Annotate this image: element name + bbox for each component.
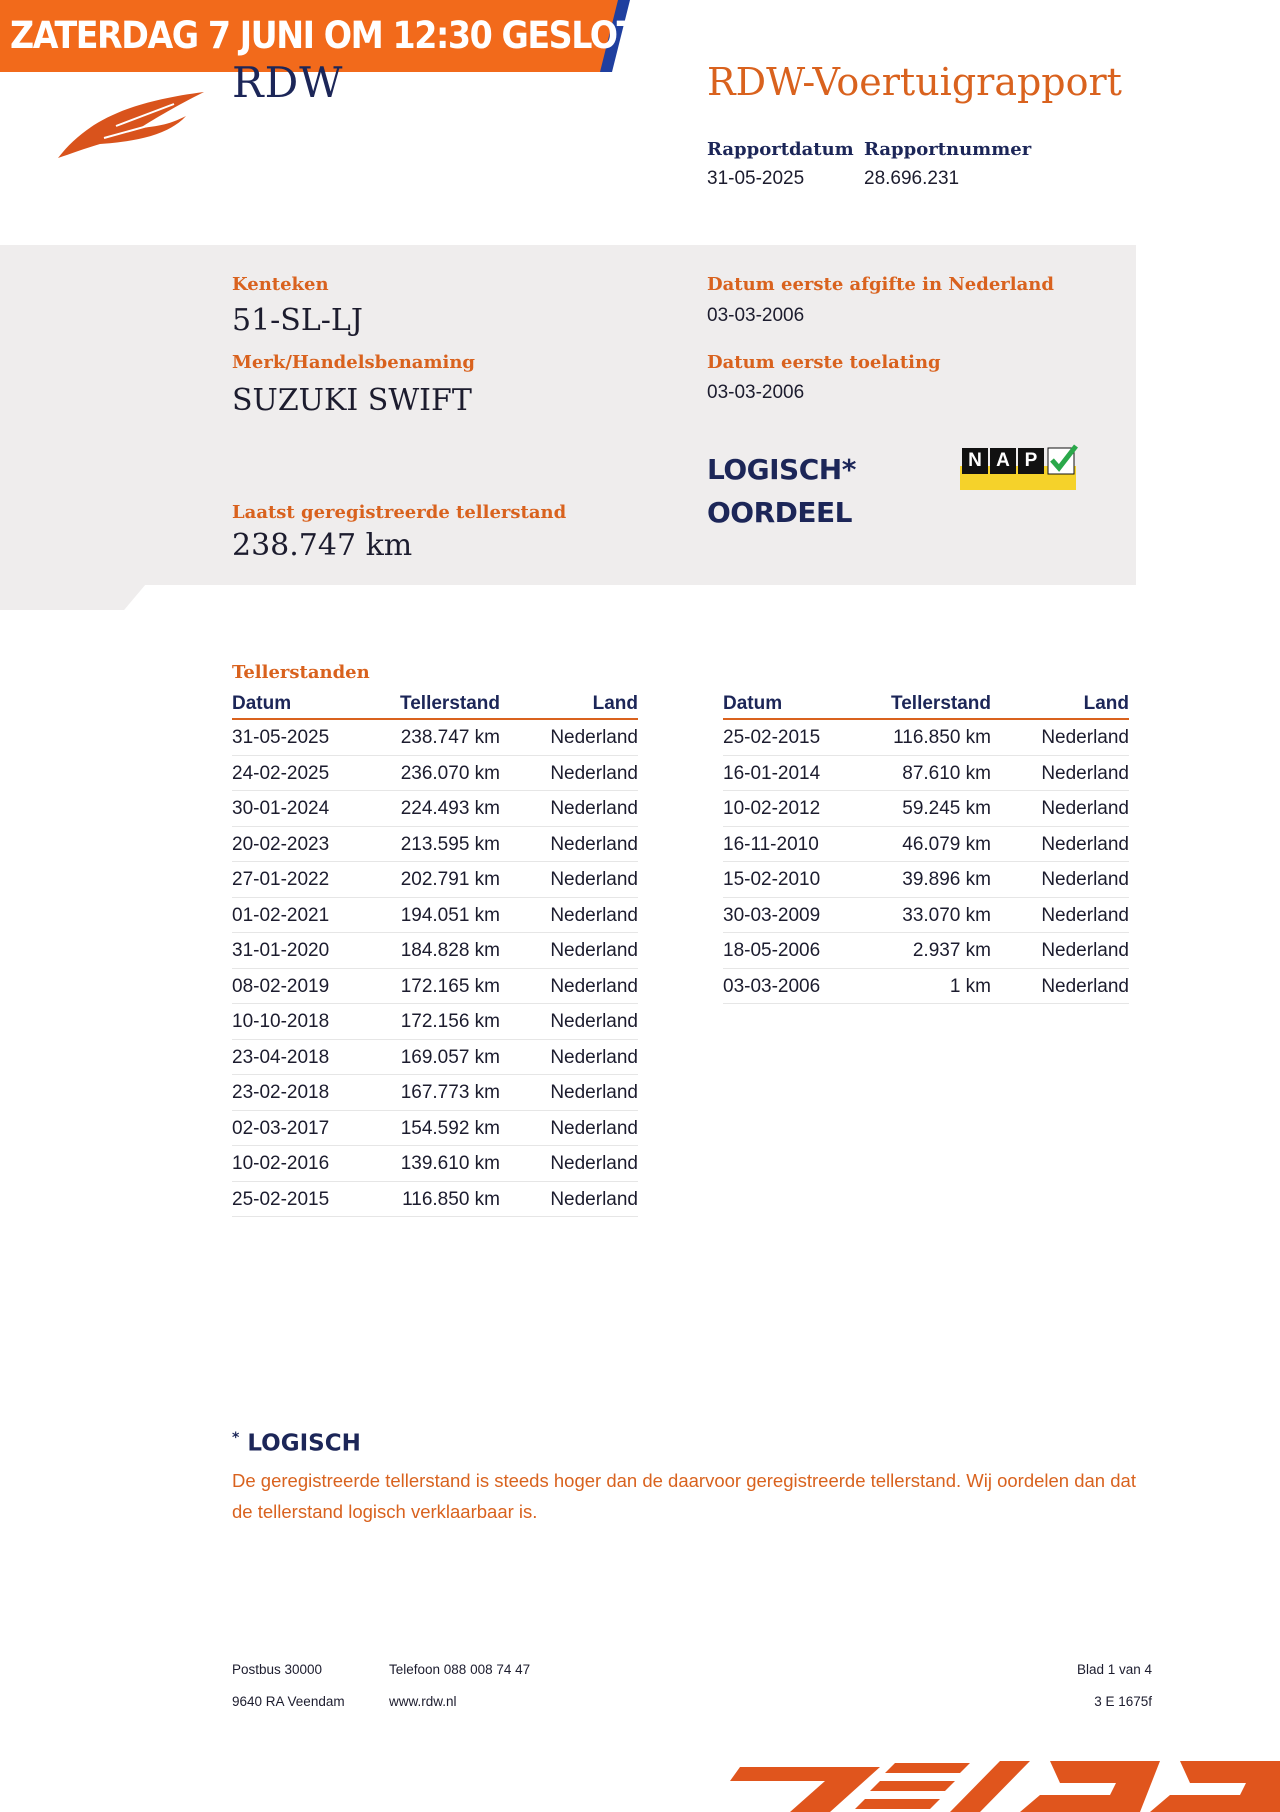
cell-reading: 224.493 km <box>400 798 500 819</box>
cell-date: 23-02-2018 <box>232 1082 330 1103</box>
table-row <box>723 900 1129 934</box>
cell-date: 16-11-2010 <box>723 833 819 855</box>
nap-letter-n: N <box>962 448 988 474</box>
footnote-text: De geregistreerde tellerstand is steeds hoger dan de daarvoor geregistreerde tellerstand. Wij oordelen dan dat de tellerstand logisch verklaarbaar is. <box>232 1470 1136 1522</box>
cell-reading: 46.079 km <box>902 833 991 855</box>
cell-reading: 87.610 km <box>902 762 991 784</box>
table-header <box>723 688 1129 720</box>
cell-reading: 116.850 km <box>402 1188 500 1210</box>
footer-page: Blad 1 van 4 <box>1076 1662 1152 1677</box>
cell-country: Nederland <box>550 940 638 961</box>
readings-table-left <box>232 688 638 1217</box>
first-admission-label: Datum eerste toelating <box>707 352 941 373</box>
cell-date: 01-02-2021 <box>232 904 330 926</box>
cell-date: 31-01-2020 <box>232 940 330 961</box>
header-reading: Tellerstand <box>891 693 991 714</box>
cell-reading: 172.165 km <box>400 975 500 997</box>
cell-country: Nederland <box>550 727 638 748</box>
cell-country: Nederland <box>1041 833 1129 855</box>
table-header <box>232 688 638 720</box>
report-date-label: Rapportdatum <box>707 139 854 160</box>
cell-country: Nederland <box>1041 762 1129 784</box>
report-number: 28.696.231 <box>864 168 960 189</box>
brand-stripes-graphic <box>730 1755 1280 1812</box>
table-row <box>723 864 1129 898</box>
table-row <box>232 758 638 792</box>
table-row <box>232 793 638 827</box>
cell-country: Nederland <box>1041 975 1129 997</box>
table-row <box>723 758 1129 792</box>
cell-country: Nederland <box>550 869 638 890</box>
check-icon <box>1046 442 1078 476</box>
cell-reading: 194.051 km <box>400 904 500 926</box>
table-row <box>723 722 1129 756</box>
panel-tail <box>0 584 146 610</box>
cell-date: 02-03-2017 <box>232 1117 330 1139</box>
table-row <box>723 971 1129 1005</box>
table-row <box>232 971 638 1005</box>
cell-country: Nederland <box>550 975 638 997</box>
make-label: Merk/Handelsbenaming <box>232 352 476 373</box>
table-row <box>232 1077 638 1111</box>
footnote-title <box>232 1430 361 1457</box>
odometer-label: Laatst geregistreerde tellerstand <box>232 502 567 523</box>
cell-reading: 172.156 km <box>400 1011 500 1032</box>
first-nl-label: Datum eerste afgifte in Nederland <box>707 274 1054 295</box>
make-model: SUZUKI SWIFT <box>232 383 472 418</box>
header-country: Land <box>592 693 638 714</box>
cell-date: 25-02-2015 <box>232 1188 330 1210</box>
table-row <box>723 935 1129 969</box>
closed-banner-text: ZATERDAG 7 JUNI OM 12:30 GESLOTEN <box>10 14 686 57</box>
footer-address-1: Postbus 30000 <box>232 1662 323 1677</box>
cell-country: Nederland <box>550 798 638 819</box>
table-row <box>232 1006 638 1040</box>
footer-address-2: 9640 RA Veendam <box>232 1694 345 1709</box>
table-row <box>232 1184 638 1218</box>
cell-country: Nederland <box>550 1011 638 1032</box>
table-row <box>232 935 638 969</box>
cell-date: 03-03-2006 <box>723 975 821 997</box>
cell-reading: 236.070 km <box>400 762 500 784</box>
nap-letter-a: A <box>990 448 1016 474</box>
cell-country: Nederland <box>1041 869 1129 890</box>
header-country: Land <box>1083 693 1129 714</box>
report-number-label: Rapportnummer <box>864 139 1032 160</box>
cell-country: Nederland <box>550 1117 638 1139</box>
cell-date: 10-02-2012 <box>723 798 821 819</box>
readings-title: Tellerstanden <box>232 662 370 683</box>
cell-country: Nederland <box>550 1046 638 1068</box>
cell-country: Nederland <box>550 1082 638 1103</box>
cell-country: Nederland <box>550 762 638 784</box>
table-row <box>232 864 638 898</box>
cell-reading: 1 km <box>949 975 991 997</box>
cell-reading: 184.828 km <box>400 940 500 961</box>
cell-reading: 59.245 km <box>902 798 991 819</box>
table-row <box>232 900 638 934</box>
cell-reading: 39.896 km <box>902 869 991 890</box>
first-admission-date: 03-03-2006 <box>707 382 805 403</box>
cell-reading: 154.592 km <box>400 1117 500 1139</box>
cell-date: 08-02-2019 <box>232 975 330 997</box>
cell-reading: 116.850 km <box>893 727 991 748</box>
footer-phone: Telefoon 088 008 74 47 <box>389 1662 531 1677</box>
license-plate: 51-SL-LJ <box>232 303 363 338</box>
header-date: Datum <box>723 693 783 714</box>
header-date: Datum <box>232 693 292 714</box>
footer-code: 3 E 1675f <box>1094 1694 1152 1709</box>
footnote-marker: * <box>232 1430 240 1446</box>
cell-reading: 167.773 km <box>400 1082 500 1103</box>
cell-country: Nederland <box>1041 940 1129 961</box>
cell-date: 15-02-2010 <box>723 869 821 890</box>
cell-date: 30-03-2009 <box>723 904 821 926</box>
cell-country: Nederland <box>550 904 638 926</box>
cell-country: Nederland <box>1041 727 1129 748</box>
cell-date: 27-01-2022 <box>232 869 330 890</box>
table-row <box>232 1113 638 1147</box>
cell-date: 10-10-2018 <box>232 1011 330 1032</box>
cell-date: 23-04-2018 <box>232 1046 330 1068</box>
header-reading: Tellerstand <box>400 693 500 714</box>
cell-country: Nederland <box>550 1188 638 1210</box>
cell-reading: 169.057 km <box>400 1046 500 1068</box>
table-row <box>723 829 1129 863</box>
table-row <box>232 1042 638 1076</box>
table-row <box>232 722 638 756</box>
footnote-title-text: LOGISCH <box>247 1430 361 1457</box>
cell-country: Nederland <box>1041 904 1129 926</box>
footer-website: www.rdw.nl <box>389 1694 457 1709</box>
cell-reading: 238.747 km <box>400 727 500 748</box>
report-title: RDW-Voertuigrapport <box>707 60 1122 104</box>
cell-country: Nederland <box>550 1153 638 1174</box>
cell-date: 16-01-2014 <box>723 762 821 784</box>
cell-date: 18-05-2006 <box>723 940 821 961</box>
nap-badge <box>960 446 1076 490</box>
plate-label: Kenteken <box>232 274 329 295</box>
table-row <box>723 793 1129 827</box>
table-row <box>232 1148 638 1182</box>
cell-date: 24-02-2025 <box>232 762 330 784</box>
brand-name: RDW <box>232 58 344 107</box>
readings-table-right <box>723 688 1129 1004</box>
cell-date: 20-02-2023 <box>232 833 330 855</box>
cell-reading: 139.610 km <box>400 1153 500 1174</box>
nap-letter-p: P <box>1018 448 1044 474</box>
first-nl-date: 03-03-2006 <box>707 305 805 326</box>
cell-date: 10-02-2016 <box>232 1153 330 1174</box>
odometer-value: 238.747 km <box>232 528 413 563</box>
cell-reading: 2.937 km <box>912 940 991 961</box>
table-row <box>232 829 638 863</box>
vehicle-summary-panel <box>0 245 1136 585</box>
rdw-logo-icon <box>56 82 206 162</box>
report-date: 31-05-2025 <box>707 168 805 189</box>
cell-date: 25-02-2015 <box>723 727 821 748</box>
verdict-line-1: LOGISCH* <box>707 453 856 486</box>
cell-reading: 213.595 km <box>400 833 500 855</box>
cell-reading: 202.791 km <box>400 869 500 890</box>
cell-date: 31-05-2025 <box>232 727 330 748</box>
cell-date: 30-01-2024 <box>232 798 330 819</box>
cell-reading: 33.070 km <box>902 904 991 926</box>
cell-country: Nederland <box>550 833 638 855</box>
verdict-line-2: OORDEEL <box>707 496 853 529</box>
cell-country: Nederland <box>1041 798 1129 819</box>
